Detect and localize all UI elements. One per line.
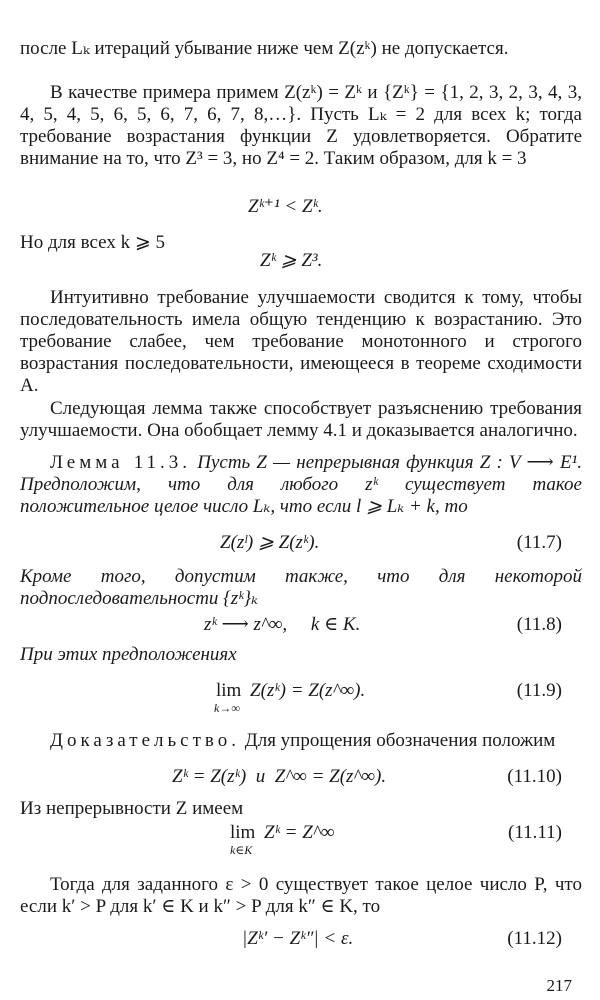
equation-a [20, 196, 582, 220]
equation-11-7 [20, 532, 582, 556]
equation-11-10-number: (11.10) [507, 766, 562, 787]
equation-11-9-lim: lim [216, 680, 242, 701]
equation-11-11 [20, 822, 582, 857]
equation-11-8-body: zᵏ ⟶ z^∞, k ∈ K. [204, 614, 361, 635]
equation-a-body: Zᵏ⁺¹ < Zᵏ. [248, 196, 323, 217]
proof-label: Доказательство. [50, 730, 240, 751]
page-number: 217 [546, 976, 572, 995]
paragraph-3: Но для всех k ⩾ 5 [20, 232, 165, 253]
equation-11-8-number: (11.8) [516, 614, 562, 635]
paragraph-7: При этих предположениях [20, 644, 237, 665]
equation-11-12-number: (11.12) [507, 928, 562, 949]
paragraph-6: Кроме того, допустим также, что для некоторой подпоследовательности {zᵏ}ₖ [20, 566, 582, 609]
equation-11-11-body: Zᵏ = Z^∞ [264, 822, 335, 843]
paragraph-1: после Lₖ итераций убывание ниже чем Z(zᵏ) не допускается. [20, 38, 509, 59]
proof-text: Для упрощения обозначения положим [244, 730, 556, 751]
equation-11-7-number: (11.7) [516, 532, 562, 553]
equation-b-body: Zᵏ ⩾ Z³. [260, 250, 323, 271]
paragraph-2: В качестве примера примем Z(zᵏ) = Zᵏ и {Zᵏ} = {1, 2, 3, 2, 3, 4, 3, 4, 5, 4, 5, 6, 5, 6, 7, 6, 7, 8,…}. Пусть Lₖ = 2 для всех k; тогда требование возрастания функции Z удовлетворяется. Обратите внимание на то, что Z³ = 3, но Z⁴ = 2. Таким образом, для k = 3 [20, 82, 582, 169]
lemma-11-3 [20, 452, 582, 518]
equation-11-7-body: Z(zˡ) ⩾ Z(zᵏ). [220, 532, 320, 553]
equation-11-10 [20, 766, 582, 790]
equation-11-11-subscript: k∈K [230, 843, 253, 857]
equation-11-11-number: (11.11) [508, 822, 562, 843]
equation-11-11-limit [230, 822, 256, 857]
equation-b [20, 250, 582, 274]
lemma-statement: Пусть Z — непрерывная функция Z : V ⟶ E¹. Предположим, что для любого zᵏ существует такое положительное целое число Lₖ, что если l ⩾ Lₖ + k, то [20, 452, 583, 517]
equation-11-9-limit [214, 680, 242, 715]
paragraph-5: Следующая лемма также способствует разъяснению требования улучшаемости. Она обобщает лемму 4.1 и доказывается аналогично. [20, 398, 582, 441]
equation-11-12 [20, 928, 582, 952]
equation-11-9-body: Z(zᵏ) = Z(z^∞). [250, 680, 366, 701]
equation-11-8 [20, 614, 582, 638]
paragraph-8: Из непрерывности Z имеем [20, 798, 244, 819]
lemma-label: Лемма 11.3. [50, 452, 192, 473]
equation-11-9-subscript: k→∞ [214, 701, 240, 715]
equation-11-9 [20, 680, 582, 715]
paragraph-4: Интуитивно требование улучшаемости сводится к тому, чтобы последовательность имела общую тенденцию к возрастанию. Это требование слабее, чем требование монотонного и строгого возрастания последовательности, имеющееся в теореме сходимости A. [20, 287, 582, 396]
equation-11-11-lim: lim [230, 822, 256, 843]
equation-11-10-body: Zᵏ = Z(zᵏ) и Z^∞ = Z(z^∞). [172, 766, 387, 787]
equation-11-9-number: (11.9) [516, 680, 562, 701]
proof-intro [20, 730, 582, 752]
equation-11-12-body: |Zᵏ′ − Zᵏ″| < ε. [242, 928, 354, 949]
paragraph-9: Тогда для заданного ε > 0 существует такое целое число P, что если k′ > P для k′ ∈ K и k″ > P для k″ ∈ K, то [20, 874, 582, 917]
